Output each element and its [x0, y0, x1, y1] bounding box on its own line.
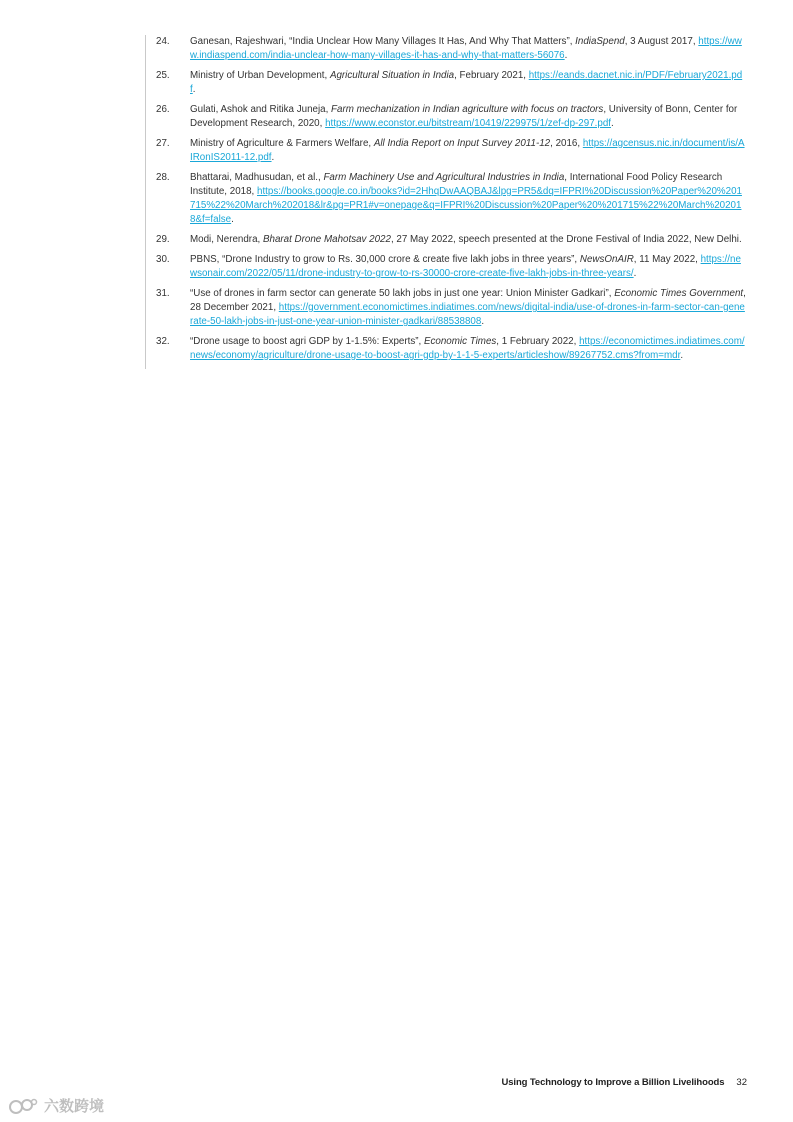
reference-authors-title: Bhattarai, Madhusudan, et al.,: [190, 172, 324, 183]
reference-date: , 11 May 2022,: [633, 254, 701, 265]
reference-text: [190, 69, 746, 97]
reference-authors-title: “Use of drones in farm sector can generate 50 lakh jobs in just one year: Union Minister Gadkari”,: [190, 288, 615, 299]
watermark-logo: [8, 1095, 104, 1116]
reference-authors-title: Ganesan, Rajeshwari, “India Unclear How Many Villages It Has, And Why That Matters”,: [190, 36, 576, 47]
reference-number: 31.: [156, 288, 170, 299]
reference-number: 30.: [156, 254, 170, 265]
reference-authors-title: Ministry of Agriculture & Farmers Welfare,: [190, 138, 374, 149]
reference-source: NewsOnAIR: [579, 254, 634, 265]
reference-item: [146, 35, 746, 63]
reference-date: , University of Bonn, Center for Development Research, 2020,: [190, 104, 738, 129]
reference-end-punct: .: [231, 214, 234, 225]
reference-text: [190, 137, 746, 165]
reference-number: 25.: [156, 70, 170, 81]
reference-link[interactable]: https://newsonair.com/2022/05/11/drone-industry-to-grow-to-rs-30000-crore-create-five-lakh-jobs-in-three-years/: [190, 254, 741, 279]
reference-number: 27.: [156, 138, 170, 149]
reference-source: Farm mechanization in Indian agriculture with focus on tractors: [331, 104, 604, 115]
reference-number: 32.: [156, 336, 170, 347]
reference-source: Economic Times: [423, 336, 497, 347]
reference-link[interactable]: https://economictimes.indiatimes.com/news/economy/agriculture/drone-usage-to-boost-agri-gdp-by-1-1-5-experts/articleshow/89267752.cms?from=mdr: [190, 336, 745, 361]
reference-text: [190, 103, 746, 131]
reference-source: Farm Machinery Use and Agricultural Industries in India: [323, 172, 565, 183]
reference-date: , 3 August 2017,: [624, 36, 699, 47]
reference-item: [146, 335, 746, 363]
reference-number: 28.: [156, 172, 170, 183]
reference-number: 24.: [156, 36, 170, 47]
reference-end-punct: .: [192, 84, 196, 95]
reference-text: [190, 35, 746, 63]
reference-end-punct: .: [564, 50, 568, 61]
reference-item: [146, 69, 746, 97]
reference-source: Bharat Drone Mahotsav 2022: [262, 234, 391, 245]
reference-end-punct: .: [271, 152, 275, 163]
reference-link[interactable]: https://www.indiaspend.com/india-unclear-how-many-villages-it-has-and-why-that-matters-56076: [190, 36, 742, 61]
reference-text: [190, 287, 746, 329]
reference-number: 29.: [156, 234, 170, 245]
reference-item: [146, 103, 746, 131]
reference-end-punct: .: [481, 316, 485, 327]
reference-text: [190, 171, 746, 227]
reference-end-punct: .: [611, 118, 614, 129]
reference-text: [190, 253, 746, 281]
references-list: [145, 35, 746, 369]
reference-date: , 28 December 2021,: [190, 288, 746, 313]
reference-source: IndiaSpend: [575, 36, 625, 47]
reference-end-punct: .: [680, 350, 684, 361]
reference-source: Economic Times Government: [614, 288, 744, 299]
reference-date: , 1 February 2022,: [496, 336, 580, 347]
reference-authors-title: “Drone usage to boost agri GDP by 1-1.5%: Experts”,: [190, 336, 424, 347]
reference-authors-title: Modi, Nerendra,: [190, 234, 263, 245]
reference-item: [146, 233, 746, 247]
footer-title: Using Technology to Improve a Billion Livelihoods: [501, 1077, 725, 1088]
reference-text: [190, 335, 746, 363]
reference-date: , February 2021,: [454, 70, 529, 81]
reference-link[interactable]: https://agcensus.nic.in/document/is/AIRonIS2011-12.pdf: [190, 138, 745, 163]
reference-item: [146, 287, 746, 329]
reference-source: All India Report on Input Survey 2011-12: [373, 138, 551, 149]
reference-link[interactable]: https://eands.dacnet.nic.in/PDF/February2021.pdf: [190, 70, 743, 95]
reference-item: [146, 137, 746, 165]
reference-item: [146, 253, 746, 281]
reference-authors-title: Gulati, Ashok and Ritika Juneja,: [190, 104, 332, 115]
reference-end-punct: .: [633, 268, 637, 279]
reference-text: [190, 233, 746, 247]
reference-date: , 27 May 2022, speech presented at the Drone Festival of India 2022, New Delhi.: [390, 234, 742, 245]
reference-date: , International Food Policy Research Institute, 2018,: [190, 172, 723, 197]
reference-link[interactable]: https://www.econstor.eu/bitstream/10419/229975/1/zef-dp-297.pdf: [325, 118, 611, 129]
page-number: 32: [736, 1077, 747, 1088]
reference-source: Agricultural Situation in India: [329, 70, 455, 81]
reference-link[interactable]: https://government.economictimes.indiatimes.com/news/digital-india/use-of-drones-in-farm-sector-can-generate-50-lakh-jobs-in-just-one-year-union-minister-gadkari/88538808: [190, 302, 745, 327]
reference-date: , 2016,: [550, 138, 583, 149]
reference-link[interactable]: https://books.google.co.in/books?id=2HhqDwAAQBAJ&lpg=PR5&dq=IFPRI%20Discussion%20Paper%20%201715%22%20March%202018&lr&pg=PR1#v=onepage&q=IFPRI%20Discussion%20Paper%20%201715%22%20March%202018&f=false: [190, 186, 742, 225]
watermark-text: 六数跨境: [44, 1097, 105, 1115]
reference-authors-title: PBNS, “Drone Industry to grow to Rs. 30,000 crore & create five lakh jobs in three years”,: [190, 254, 580, 265]
reference-number: 26.: [156, 104, 170, 115]
reference-authors-title: Ministry of Urban Development,: [190, 70, 330, 81]
reference-item: [146, 171, 746, 227]
watermark-icon: [8, 1096, 38, 1116]
page-footer: [501, 1077, 747, 1088]
